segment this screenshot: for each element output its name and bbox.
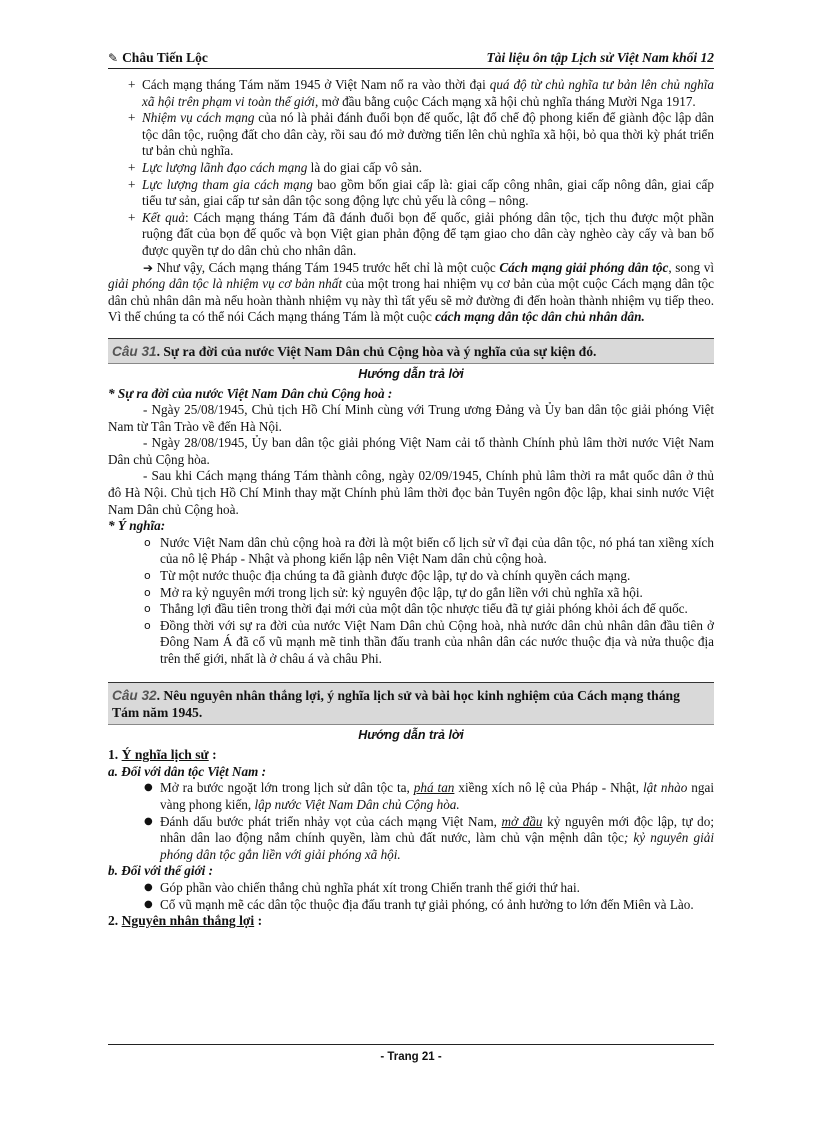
list-item	[108, 601, 714, 618]
arrow-icon: ➔	[143, 260, 154, 275]
text-run: của một trong hai nhiệm vụ cơ bản của một cuộc Cách mạng dân tộc dân chủ nhân dân mà nếu hoàn thành nhiệm vụ này thì tất yếu sẽ mở đường đi đến hoàn thành nhiệm vụ tiếp theo. Vì thế chúng ta có thể nói Cách mạng tháng Tám là một cuộc	[108, 276, 714, 325]
plus-bullet: +	[128, 159, 136, 175]
text-run: Đánh dấu bước phát triển nhảy vọt của cách mạng Việt Nam,	[160, 813, 502, 829]
plus-bullet: +	[128, 77, 136, 92]
text-run: cách mạng dân tộc dân chủ nhân dân.	[435, 309, 645, 325]
dot-bullet-icon: ●	[144, 815, 153, 827]
sub-heading-a: a. Đối với dân tộc Việt Nam :	[108, 763, 266, 779]
circle-bullet-icon: o	[144, 618, 151, 632]
page-content	[108, 77, 714, 930]
text-run: : Cách mạng tháng Tám đã đánh đuổi bọn đế quốc, giải phóng dân tộc, tịch thu được một phần ruộng đất của bọn đế quốc và bọn Việt gian phản động để tạm giao cho dân cày nghèo cày cấy và ban bố được quyền tự do dân chủ cho nhân dân.	[142, 209, 714, 258]
list-item-text: Góp phần vào chiến thắng chủ nghĩa phát xít trong Chiến tranh thế giới thứ hai.	[160, 879, 580, 895]
list-item-text: Từ một nước thuộc địa chúng ta đã giành được độc lập, tự do và chính quyền cách mạng.	[160, 568, 631, 584]
sub-heading-b: b. Đối với thế giới :	[108, 863, 213, 879]
text-run: mở đầu	[501, 813, 543, 829]
list-item	[108, 160, 714, 177]
list-item-text: Đồng thời với sự ra đời của nước Việt Nam Dân chủ Cộng hoà, nhà nước dân chủ nhân dân đầu tiên ở Đông Nam Á đã cổ vũ mạnh mẽ tinh thần đấu tranh của nhân dân các nước thuộc địa và nửa thuộc địa trên thế giới, nhất là ở châu á và châu Phi.	[160, 617, 714, 666]
question-title: . Sự ra đời của nước Việt Nam Dân chủ Cộng hòa và ý nghĩa của sự kiện đó.	[156, 343, 597, 359]
text-run: phá tan	[413, 780, 455, 796]
section-number: 1.	[108, 747, 119, 763]
list-item	[108, 177, 714, 210]
answer-guide-heading: Hướng dẫn trả lời	[358, 366, 464, 381]
question-label: Câu 31	[112, 343, 157, 359]
plus-bullet: +	[128, 209, 136, 225]
list-item	[108, 77, 714, 110]
text-run: ; kỷ nguyên giải phóng dân tộc gắn liền với giải phóng xã hội.	[160, 830, 714, 862]
text-run: Lực lượng lãnh đạo cách mạng	[142, 159, 308, 175]
world-meaning-list	[108, 880, 714, 913]
list-item-text: Nước Việt Nam dân chủ cộng hoà ra đời là một biến cố lịch sử vĩ đại của dân tộc, nó phá tan xiềng xích của nô lệ Pháp - Nhật và phong kiến lập nên Việt Nam dân chủ cộng hoà.	[160, 534, 714, 567]
page-footer: - Trang 21 -	[108, 1044, 714, 1066]
question-32-box	[108, 682, 714, 725]
answer-guide-heading: Hướng dẫn trả lời	[358, 727, 464, 742]
page-header	[108, 50, 714, 69]
dot-bullet-icon: ●	[144, 881, 153, 893]
section-2-heading	[108, 913, 714, 930]
text-run: Kết quả	[142, 209, 185, 225]
question-title: . Nêu nguyên nhân thắng lợi, ý nghĩa lịch sử và bài học kinh nghiệm của Cách mạng tháng Tám năm 1945.	[112, 687, 680, 720]
text-run: Lực lượng tham gia cách mạng	[142, 176, 313, 192]
text-run: quá độ từ chủ nghĩa tư bản lên chủ nghĩa xã hội trên phạm vi toàn thế giới	[142, 77, 714, 109]
section-colon: :	[208, 747, 217, 763]
list-item-text: Mở ra kỷ nguyên mới trong lịch sử: kỷ nguyên độc lập, tự do gắn liền với chủ nghĩa xã hội.	[160, 584, 643, 600]
dot-bullet-icon: ●	[144, 782, 153, 794]
circle-bullet-icon: o	[144, 569, 151, 583]
birth-paragraphs	[108, 402, 714, 518]
list-item-text: Thắng lợi đầu tiên trong thời đại mới của một dân tộc nhược tiểu đã tự giải phóng khỏi ách đế quốc.	[160, 601, 688, 617]
list-item	[108, 814, 714, 864]
text-run: lập nước Việt Nam Dân chủ Cộng hòa.	[254, 796, 460, 812]
list-item	[108, 535, 714, 568]
circle-bullet-icon: o	[144, 535, 151, 549]
list-item	[108, 897, 714, 914]
list-item	[108, 880, 714, 897]
text-run: xiềng xích nô lệ của Pháp - Nhật,	[454, 780, 643, 796]
text-run: , mở đầu bằng cuộc Cách mạng xã hội chủ nghĩa tháng Mười Nga 1917.	[314, 93, 696, 109]
dot-bullet-icon: ●	[144, 898, 153, 910]
section-1-heading	[108, 747, 714, 764]
pen-icon: ✎	[108, 51, 119, 65]
text-run: Cách mạng giải phóng dân tộc	[499, 259, 669, 275]
text-run: của nó là phải đánh đuổi bọn đế quốc, lật đổ chế độ phong kiến để giành độc lập dân tộc dân tộc, ruộng đất cho dân cày, rồi sau đó mở đường tiến lên chủ nghĩa xã hội, bỏ qua thời kỳ phát triển tư bản chủ nghĩa.	[142, 110, 715, 159]
text-run: , song vì	[668, 259, 714, 275]
text-run: là do giai cấp vô sản.	[307, 159, 422, 175]
author-name: Châu Tiến Lộc	[122, 50, 208, 65]
list-item	[108, 780, 714, 813]
section-title: Ý nghĩa lịch sử	[121, 747, 209, 763]
list-item	[108, 110, 714, 160]
header-author	[108, 50, 208, 67]
text-run: kỷ nguyên mới độc lập, tự do; nhân dân lao động nắm chính quyền, làm chủ đất nước, làm chủ vận mệnh dân tộc	[160, 813, 714, 846]
header-doc-title: Tài liệu ôn tập Lịch sử Việt Nam khối 12	[486, 50, 714, 65]
section-number: 2.	[108, 913, 119, 929]
plus-bullet: +	[128, 176, 136, 192]
list-item	[108, 618, 714, 668]
conclusion-paragraph	[108, 260, 714, 326]
paragraph: - Ngày 25/08/1945, Chủ tịch Hồ Chí Minh cùng với Trung ương Đảng và Ủy ban dân tộc giải phóng Việt Nam từ Tân Trào về đến Hà Nội.	[108, 402, 714, 434]
intro-list	[108, 77, 714, 260]
text-run: bao gồm bốn giai cấp là: giai cấp công nhân, giai cấp nông dân, giai cấp tiểu tư sản, giai cấp tư sản dân tộc song động lực chủ yếu là công – nông.	[142, 176, 714, 209]
circle-bullet-icon: o	[144, 602, 151, 616]
text-run: Cách mạng tháng Tám năm 1945 ở Việt Nam nổ ra vào thời đại	[142, 77, 490, 92]
text-run: Nhiệm vụ cách mạng	[142, 110, 255, 126]
list-item	[108, 585, 714, 602]
list-item-text: Cổ vũ mạnh mẽ các dân tộc thuộc địa đấu tranh tự giải phóng, có ảnh hưởng to lớn đến Miên và Lào.	[160, 896, 694, 912]
section-colon: :	[254, 913, 263, 929]
birth-heading: * Sự ra đời của nước Việt Nam Dân chủ Cộng hoà :	[108, 385, 393, 401]
question-31-box	[108, 338, 714, 364]
national-meaning-list	[108, 780, 714, 863]
text-run: ngai vàng phong kiến,	[160, 780, 714, 812]
paragraph: - Sau khi Cách mạng tháng Tám thành công, ngày 02/09/1945, Chính phủ lâm thời ra mắt quốc dân ở thủ đô Hà Nội. Chủ tịch Hồ Chí Minh thay mặt Chính phủ lâm thời đọc bản Tuyên ngôn độc lập, khai sinh nước Việt Nam Dân chủ Cộng hoà.	[108, 468, 714, 517]
plus-bullet: +	[128, 110, 136, 126]
text-run: Mở ra bước ngoặt lớn trong lịch sử dân tộc ta,	[160, 780, 414, 796]
section-title: Nguyên nhân thắng lợi	[121, 913, 255, 929]
text-run: giải phóng dân tộc là nhiệm vụ cơ bản nhất	[108, 276, 342, 292]
question-label: Câu 32	[112, 687, 157, 703]
paragraph: - Ngày 28/08/1945, Ủy ban dân tộc giải phóng Việt Nam cải tổ thành Chính phủ lâm thời nước Việt Nam Dân chủ Cộng hòa.	[108, 435, 714, 467]
meaning-heading: * Ý nghĩa:	[108, 518, 166, 534]
meaning-list	[108, 535, 714, 668]
text-run: Như vậy, Cách mạng tháng Tám 1945 trước hết chỉ là một cuộc	[153, 259, 500, 275]
text-run: lật nhào	[643, 780, 688, 796]
circle-bullet-icon: o	[144, 585, 151, 599]
list-item	[108, 210, 714, 260]
list-item	[108, 568, 714, 585]
